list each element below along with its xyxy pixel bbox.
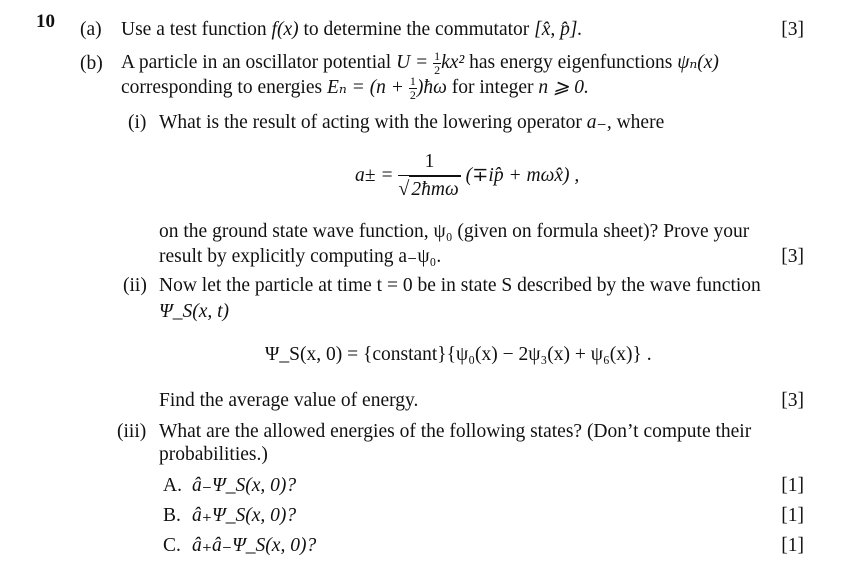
part-b-line2-text: corresponding to energies [121, 77, 323, 99]
part-b-line2-text2: for integer [451, 77, 534, 99]
sub-i-label: (i) [128, 112, 147, 133]
sub-iii-line2: probabilities.) [159, 444, 268, 465]
part-a-text [121, 20, 582, 40]
sub-iii-item-expr: â₊â₋Ψ_S(x, 0)? [192, 535, 317, 556]
sub-i-operator: a₋, [586, 112, 612, 133]
frac-num: 1 [434, 49, 441, 63]
sub-iii-item-expr: â₋Ψ_S(x, 0)? [192, 475, 297, 496]
frac-den: 2 [434, 62, 441, 77]
part-a-math-f: f(x) [271, 19, 299, 40]
part-a-label: (a) [80, 19, 102, 40]
part-b-potential-u: U = [396, 52, 429, 74]
part-b-psi-n: ψₙ(x) [677, 52, 719, 74]
part-b-line1-text: A particle in an oscillator potential [121, 52, 392, 74]
sub-ii-question: Find the average value of energy. [159, 390, 419, 411]
part-b-hbar-omega: )ħω [416, 77, 447, 99]
equation-lhs: a± = [355, 164, 394, 186]
part-b-line1 [121, 50, 719, 76]
sub-ii-marks: [3] [781, 390, 804, 411]
sub-iii-item-marks: [1] [781, 535, 804, 556]
sub-iii-item-label: B. [163, 505, 181, 526]
equation-radicand: 2ħmω [409, 176, 460, 200]
sub-i-text: What is the result of acting with the lowering operator [159, 112, 582, 133]
sub-i-line1 [159, 113, 664, 133]
sub-i-line4: result by explicitly computing a₋ψ₀. [159, 246, 442, 267]
sub-ii-line2: Ψ_S(x, t) [159, 301, 230, 322]
part-b-energy-en: Eₙ = (n + [326, 77, 404, 99]
part-a-text-before: Use a test function [121, 19, 267, 40]
sub-ii-line1: Now let the particle at time t = 0 be in state S described by the wave function [159, 275, 761, 296]
equation-denominator [398, 176, 460, 200]
sqrt-symbol-icon: √ [398, 177, 410, 200]
part-b-kx2: kx² [441, 52, 465, 74]
sub-iii-label: (iii) [117, 421, 147, 442]
sub-iii-line1: What are the allowed energies of the following states? (Don’t compute their [159, 421, 752, 442]
part-b-line2 [121, 75, 589, 101]
part-a-marks: [3] [781, 19, 804, 40]
part-a-text-mid: to determine the commutator [303, 19, 530, 40]
question-number: 10 [36, 11, 55, 32]
sub-iii-item-marks: [1] [781, 475, 804, 496]
part-b-half-fraction [433, 50, 441, 76]
equation-numerator: 1 [398, 152, 460, 176]
sub-iii-item-expr: â₊Ψ_S(x, 0)? [192, 505, 297, 526]
part-b-condition: n ⩾ 0. [538, 77, 589, 99]
frac-den: 2 [409, 87, 416, 102]
part-b-line1-text2: has energy eigenfunctions [469, 52, 673, 74]
part-b-label: (b) [80, 53, 103, 74]
frac-num: 1 [409, 74, 416, 88]
sub-iii-item-label: A. [163, 475, 182, 496]
sub-iii-item-marks: [1] [781, 505, 804, 526]
equation-rhs: (∓ip̂ + mωx̂) , [465, 164, 580, 186]
wavefunction-equation: Ψ_S(x, 0) = {constant}{ψ₀(x) − 2ψ₃(x) + ψ₆(x)} . [265, 344, 652, 365]
sub-ii-label: (ii) [123, 275, 147, 296]
sub-i-text2: where [616, 112, 665, 133]
sub-i-marks: [3] [781, 246, 804, 267]
sub-iii-item-label: C. [163, 535, 181, 556]
equation-fraction [398, 152, 460, 199]
sub-i-line3: on the ground state wave function, ψ₀ (given on formula sheet)? Prove your [159, 221, 750, 242]
part-a-commutator: [x̂, p̂]. [534, 19, 583, 40]
part-b-half-fraction-2 [409, 75, 417, 101]
ladder-operator-equation [355, 152, 579, 199]
